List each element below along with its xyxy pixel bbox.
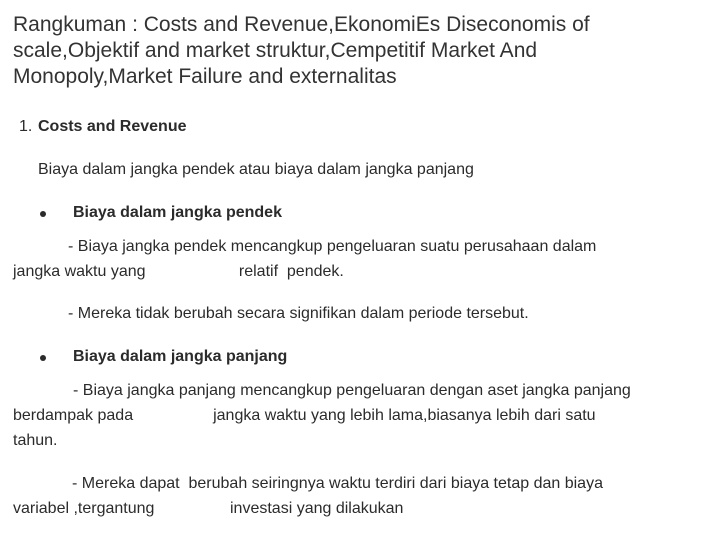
bullet-icon — [40, 355, 46, 361]
title-line: scale,Objektif and market struktur,Cempetitif Market And — [13, 39, 538, 62]
paragraph-line: tahun. — [13, 432, 58, 449]
title-line: Monopoly,Market Failure and externalitas — [13, 65, 397, 88]
paragraph-line: - Biaya jangka panjang mencangkup pengeluaran dengan aset jangka panjang — [73, 382, 631, 399]
paragraph-line: jangka waktu yang relatif pendek. — [13, 263, 344, 280]
paragraph-line: berdampak pada jangka waktu yang lebih lama,biasanya lebih dari satu — [13, 407, 596, 424]
paragraph-line: - Biaya jangka pendek mencangkup pengeluaran suatu perusahaan dalam — [68, 238, 597, 255]
paragraph-line: - Mereka tidak berubah secara signifikan dalam periode tersebut. — [68, 305, 529, 322]
subheading-long-term: Biaya dalam jangka panjang — [73, 348, 288, 365]
section-intro: Biaya dalam jangka pendek atau biaya dalam jangka panjang — [38, 161, 474, 178]
paragraph-line: variabel ,tergantung investasi yang dilakukan — [13, 500, 404, 517]
subheading-short-term: Biaya dalam jangka pendek — [73, 204, 282, 221]
title-line: Rangkuman : Costs and Revenue,EkonomiEs Diseconomis of — [13, 13, 590, 36]
bullet-icon — [40, 211, 46, 217]
document-title — [13, 12, 703, 90]
paragraph-line: - Mereka dapat berubah seiringnya waktu terdiri dari biaya tetap dan biaya — [72, 475, 603, 492]
section-heading: Costs and Revenue — [38, 118, 187, 135]
list-number: 1. — [19, 118, 33, 135]
